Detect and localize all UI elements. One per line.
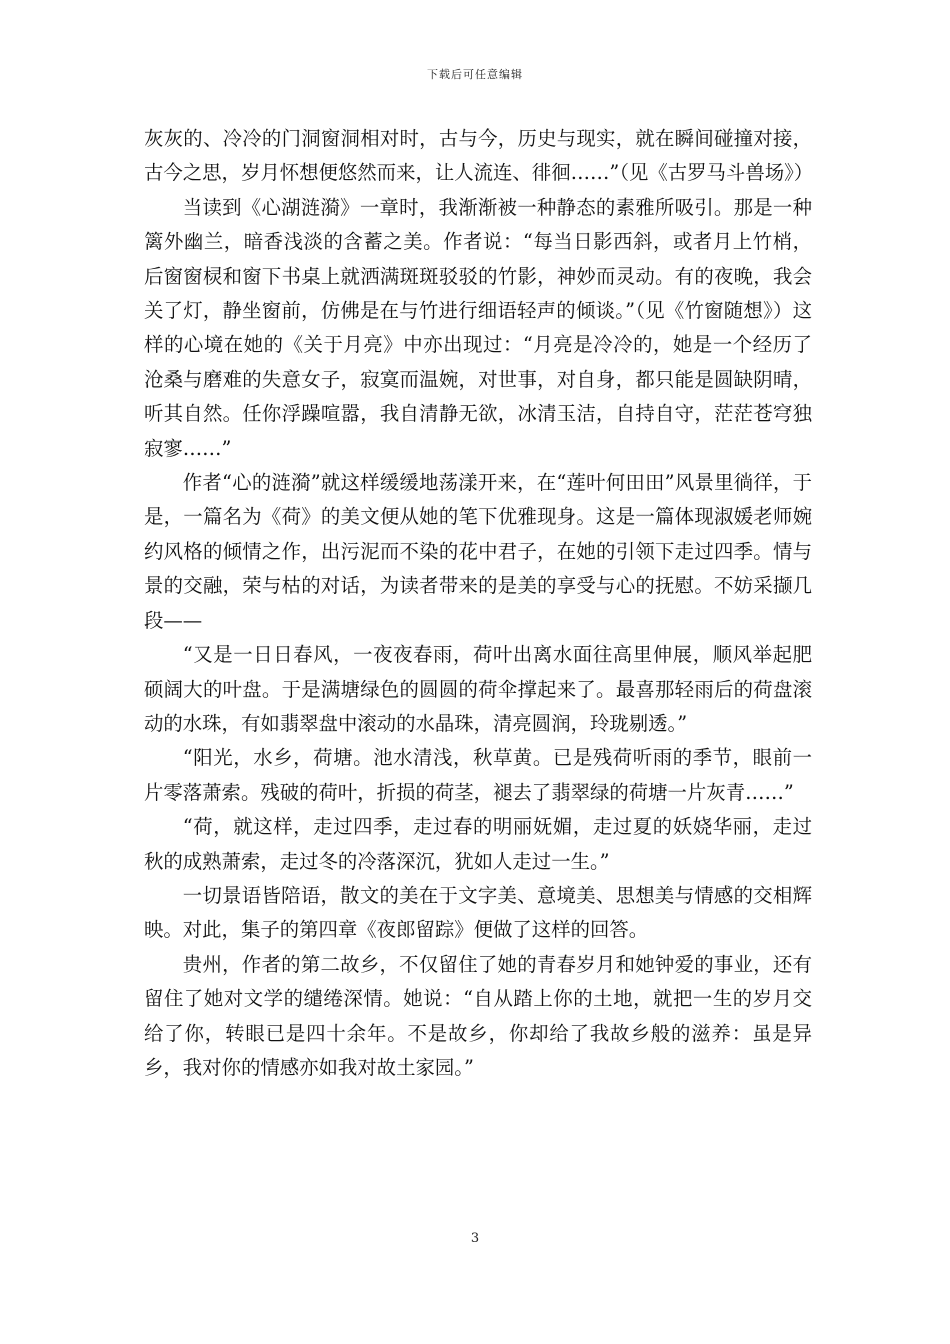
body-text <box>144 122 812 1085</box>
paragraph-3: 作者“心的涟漪”就这样缓缓地荡漾开来，在“莲叶何田田”风景里徜徉，于是，一篇名为《荷》的美文便从她的笔下优雅现身。这是一篇体现淑媛老师婉约风格的倾情之作，出污泥而不染的花中君子，在她的引领下走过四季。情与景的交融，荣与枯的对话，为读者带来的是美的享受与心的抚慰。不妨采撷几段—— <box>144 471 812 632</box>
paragraph-1: 灰灰的、冷冷的门洞窗洞相对时，古与今，历史与现实，就在瞬间碰撞对接，古今之思，岁月怀想便悠然而来，让人流连、徘徊……”（见《古罗马斗兽场》） <box>144 127 814 185</box>
page-number: 3 <box>470 1231 480 1246</box>
paragraph-7: 一切景语皆陪语，散文的美在于文字美、意境美、思想美与情感的交相辉映。对此，集子的第四章《夜郎留踪》便做了这样的回答。 <box>144 883 812 942</box>
paragraph-2: 当读到《心湖涟漪》一章时，我渐渐被一种静态的素雅所吸引。那是一种篱外幽兰，暗香浅淡的含蓄之美。作者说：“每当日影西斜，或者月上竹梢，后窗窗棂和窗下书桌上就洒满斑斑驳驳的竹影，神妙而灵动。有的夜晚，我会关了灯，静坐窗前，仿佛是在与竹进行细语轻声的倾谈。”（见《竹窗随想》）这样的心境在她的《关于月亮》中亦出现过：“月亮是冷冷的，她是一个经历了沧桑与磨难的失意女子，寂寞而温婉，对世事，对自身，都只能是圆缺阴晴，听其自然。任你浮躁喧嚣，我自清静无欲，冰清玉洁，自持自守，茫茫苍穹独寂寥……” <box>144 195 812 460</box>
paragraph-4-quote-spring: “又是一日日春风，一夜夜春雨，荷叶出离水面往高里伸展，顺风举起肥硕阔大的叶盘。于是满塘绿色的圆圆的荷伞撑起来了。最喜那轻雨后的荷盘滚动的水珠，有如翡翠盘中滚动的水晶珠，清亮圆润，玲珑剔透。” <box>144 643 812 735</box>
paragraph-6-quote-four-seasons: “荷，就这样，走过四季，走过春的明丽妩媚，走过夏的妖娆华丽，走过秋的成熟萧索，走过冬的冷落深沉，犹如人走过一生。” <box>144 815 812 873</box>
paragraph-8: 贵州，作者的第二故乡，不仅留住了她的青春岁月和她钟爱的事业，还有留住了她对文学的缱绻深情。她说：“自从踏上你的土地，就把一生的岁月交给了你，转眼已是四十余年。不是故乡，你却给了我故乡般的滋养：虽是异乡，我对你的情感亦如我对故土家园。” <box>144 952 812 1079</box>
page-header: 下载后可任意编辑 <box>427 68 523 81</box>
paragraph-5-quote-autumn: “阳光，水乡，荷塘。池水清浅，秋草黄。已是残荷听雨的季节，眼前一片零落萧索。残破的荷叶，折损的荷茎，褪去了翡翠绿的荷塘一片灰青……” <box>144 746 812 804</box>
